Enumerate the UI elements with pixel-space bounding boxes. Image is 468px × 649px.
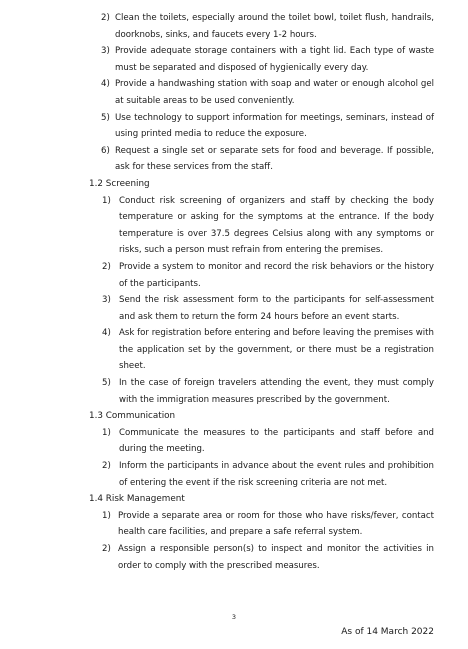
item-number: 4) <box>101 79 110 90</box>
item-number: 6) <box>101 145 110 156</box>
item-text: Provide a system to monitor and record the risk behaviors or the history of the participants. <box>119 261 434 289</box>
page-content <box>0 10 468 574</box>
section-heading-communication: 1.3 Communication <box>89 411 176 422</box>
list-item <box>0 10 434 43</box>
item-text: In the case of foreign travelers attending the event, they must comply with the immigration measures prescribed by the government. <box>119 378 434 405</box>
item-number: 2) <box>102 461 111 472</box>
list-item <box>0 110 434 143</box>
item-text: Conduct risk screening of organizers and staff by checking the body temperature or asking for the symptoms at the entrance. If the body temperature is over 37.5 degrees Celsius along with any symptoms or risks, such a person must refrain from entering the premises. <box>119 195 434 256</box>
list-item <box>0 325 434 375</box>
item-text: Clean the toilets, especially around the toilet bowl, toilet flush, handrails, doorknobs, sinks, and faucets every 1-2 hours. <box>115 13 434 40</box>
list-item <box>0 541 434 574</box>
list-item <box>0 292 434 325</box>
item-number: 1) <box>102 427 111 438</box>
list-item <box>0 76 434 109</box>
list-item <box>0 425 434 458</box>
item-text: Use technology to support information for meetings, seminars, instead of using printed media to reduce the exposure. <box>115 112 434 140</box>
section-heading-screening: 1.2 Screening <box>89 178 150 189</box>
item-number: 1) <box>102 195 111 206</box>
item-text: Communicate the measures to the participants and staff before and during the meeting. <box>119 427 434 455</box>
as-of-date: As of 14 March 2022 <box>341 627 434 637</box>
list-item <box>0 259 434 292</box>
item-number: 1) <box>102 510 111 521</box>
item-text: Send the risk assessment form to the participants for self-assessment and ask them to return the form 24 hours before an event starts. <box>119 295 434 322</box>
item-text: Assign a responsible person(s) to inspect and monitor the activities in order to comply with the prescribed measures. <box>118 544 434 571</box>
item-number: 2) <box>102 261 111 272</box>
item-number: 2) <box>102 544 111 554</box>
item-text: Request a single set or separate sets for food and beverage. If possible, ask for these services from the staff. <box>115 145 434 173</box>
item-text: Provide a separate area or room for those who have risks/fever, contact health care facilities, and prepare a safe referral system. <box>118 510 434 538</box>
item-number: 3) <box>102 295 111 306</box>
list-item <box>0 143 434 176</box>
item-number: 3) <box>101 46 110 57</box>
page-number: 3 <box>231 613 237 621</box>
item-text: Ask for registration before entering and before leaving the premises with the application set by the government, or there must be a registration sheet. <box>119 328 434 372</box>
item-number: 5) <box>101 112 110 123</box>
item-text: Inform the participants in advance about the event rules and prohibition of entering the event if the risk screening criteria are not met. <box>119 461 434 488</box>
item-number: 4) <box>102 328 111 339</box>
section-heading-risk-management: 1.4 Risk Management <box>89 494 185 505</box>
item-text: Provide adequate storage containers with a tight lid. Each type of waste must be separated and disposed of hygienically every day. <box>115 46 434 73</box>
list-item <box>0 458 434 491</box>
list-item <box>0 43 434 76</box>
list-item <box>0 193 434 259</box>
item-number: 5) <box>102 378 111 389</box>
item-text: Provide a handwashing station with soap and water or enough alcohol gel at suitable areas to be used conveniently. <box>115 79 434 106</box>
list-item <box>0 375 434 408</box>
item-number: 2) <box>101 13 110 23</box>
list-item <box>0 508 434 541</box>
